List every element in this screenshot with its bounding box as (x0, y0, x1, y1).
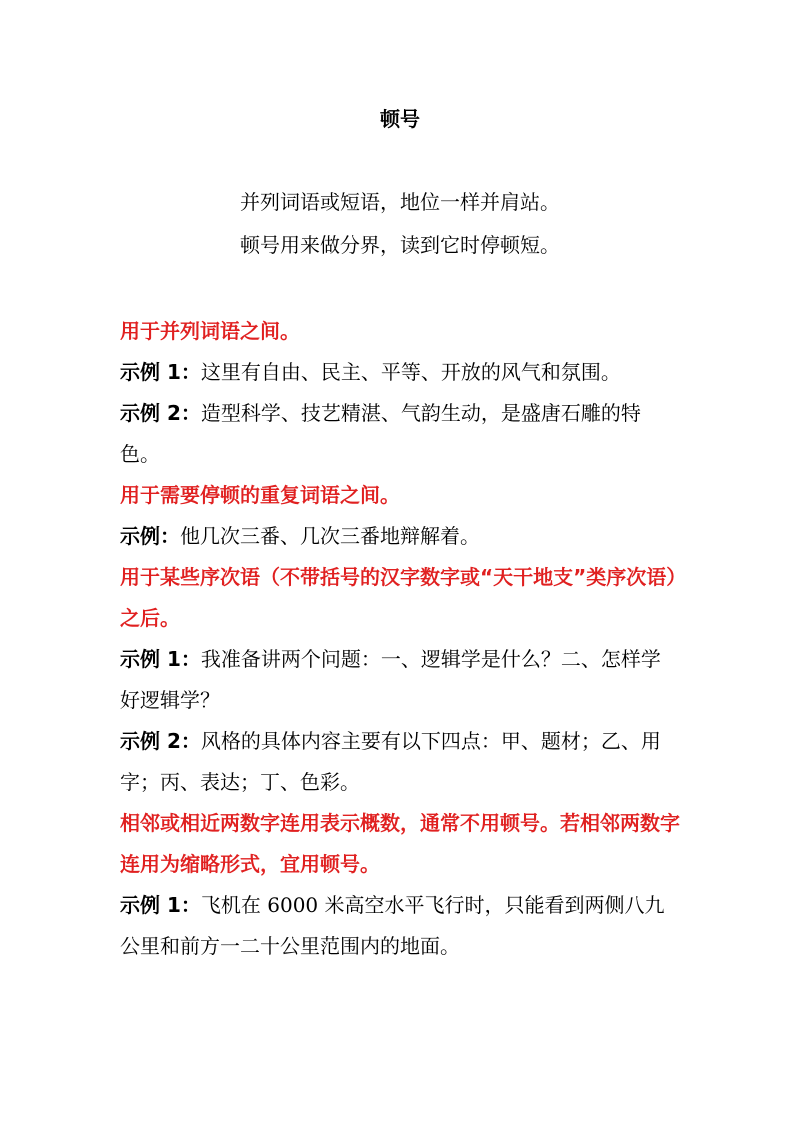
rule-heading-2: 用于需要停顿的重复词语之间。 (120, 483, 400, 507)
example-label: 示例 2： (120, 729, 201, 753)
example-label: 示例 2： (120, 401, 201, 425)
page-title: 顿号 (380, 107, 420, 131)
example-label: 示例： (120, 524, 180, 548)
example-1-2 (120, 393, 680, 475)
example-text: 风格的具体内容主要有以下四点：甲、题材；乙、用字；丙、表达；丁、色彩。 (120, 729, 661, 794)
rule-heading-3: 用于某些序次语（不带括号的汉字数字或“天干地支”类序次语）之后。 (120, 565, 677, 630)
example-label: 示例 1： (120, 647, 201, 671)
example-1-1 (120, 352, 680, 393)
example-label: 示例 1： (120, 893, 201, 917)
example-text: 飞机在 6000 米高空水平飞行时，只能看到两侧八九公里和前方一二十公里范围内的地面。 (120, 893, 665, 958)
example-text: 造型科学、技艺精湛、气韵生动，是盛唐石雕的特色。 (120, 401, 641, 466)
poem-line-1: 并列词语或短语，地位一样并肩站。 (240, 190, 560, 214)
example-2-1 (120, 516, 680, 557)
rule-heading-1: 用于并列词语之间。 (120, 319, 300, 343)
example-text: 这里有自由、民主、平等、开放的风气和氛围。 (200, 360, 621, 384)
example-text: 我准备讲两个问题：一、逻辑学是什么？二、怎样学好逻辑学？ (120, 647, 661, 712)
document-body (120, 311, 680, 967)
rule-heading-4: 相邻或相近两数字连用表示概数，通常不用顿号。若相邻两数字连用为缩略形式，宜用顿号。 (120, 811, 680, 876)
example-4-1 (120, 885, 680, 967)
example-3-2 (120, 721, 680, 803)
example-label: 示例 1： (120, 360, 201, 384)
example-text: 他几次三番、几次三番地辩解着。 (180, 524, 480, 548)
poem-line-2: 顿号用来做分界，读到它时停顿短。 (240, 233, 560, 257)
example-3-1 (120, 639, 680, 721)
